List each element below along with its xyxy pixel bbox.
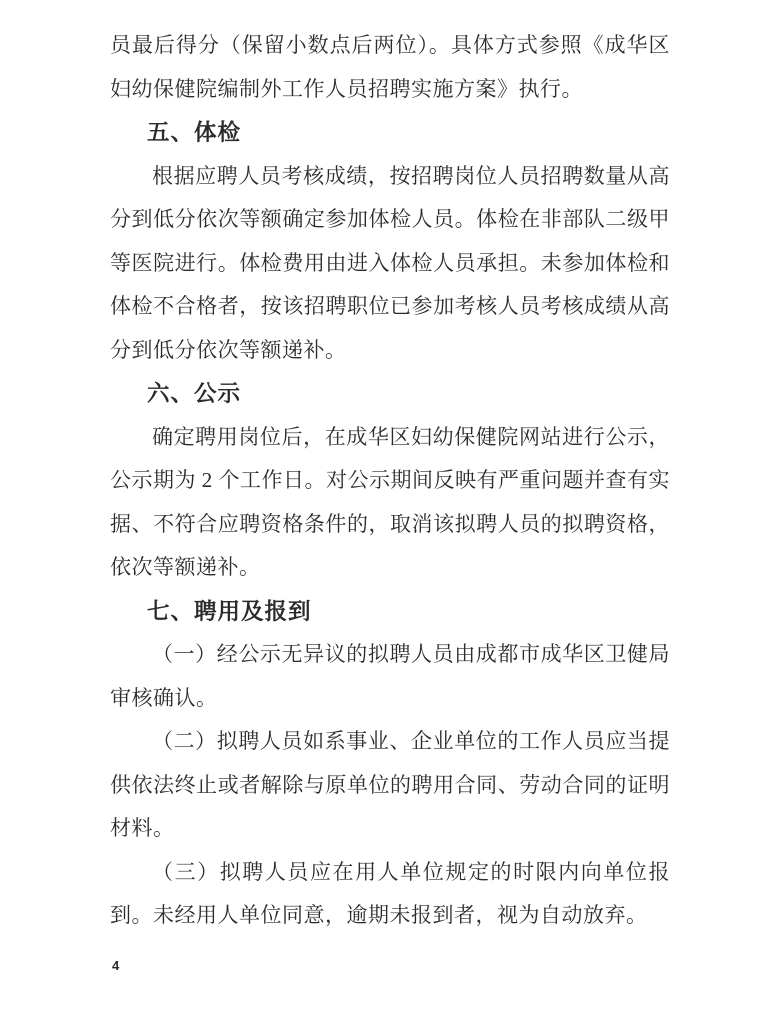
document-line: 到。未经用人单位同意，逾期未报到者，视为自动放弃。 (110, 903, 648, 927)
document-line: （一）经公示无异议的拟聘人员由成都市成华区卫健局 (152, 642, 670, 666)
document-line: 供依法终止或者解除与原单位的聘用合同、劳动合同的证明 (110, 772, 670, 797)
section-heading: 七、聘用及报到 (147, 598, 312, 624)
page-number: 4 (112, 958, 120, 973)
document-line: 审核确认。 (110, 685, 218, 710)
document-line: 确定聘用岗位后，在成华区妇幼保健院网站进行公示， (152, 424, 670, 449)
document-line: 根据应聘人员考核成绩，按招聘岗位人员招聘数量从高 (152, 163, 670, 188)
document-line: 妇幼保健院编制外工作人员招聘实施方案》执行。 (110, 76, 583, 101)
section-heading: 五、体检 (147, 120, 242, 145)
document-line: 依次等额递补。 (110, 555, 261, 579)
document-line: 材料。 (110, 816, 175, 840)
document-line: 据、不符合应聘资格条件的，取消该拟聘人员的拟聘资格， (110, 511, 670, 536)
document-content (110, 24, 670, 938)
document-line: 分到低分依次等额递补。 (110, 337, 347, 362)
section-heading: 六、公示 (147, 381, 242, 406)
document-line: 体检不合格者，按该招聘职位已参加考核人员考核成绩从高 (110, 294, 670, 318)
document-line: 等医院进行。体检费用由进入体检人员承担。未参加体检和 (110, 250, 670, 275)
document-line: 分到低分依次等额确定参加体检人员。体检在非部队二级甲 (110, 207, 670, 231)
document-line: （三）拟聘人员应在用人单位规定的时限内向单位报 (152, 859, 670, 884)
document-line: 公示期为 2 个工作日。对公示期间反映有严重问题并查有实 (110, 468, 670, 492)
document-line: （二）拟聘人员如系事业、企业单位的工作人员应当提 (152, 729, 670, 753)
document-line: 员最后得分（保留小数点后两位）。具体方式参照《成华区 (110, 33, 670, 57)
